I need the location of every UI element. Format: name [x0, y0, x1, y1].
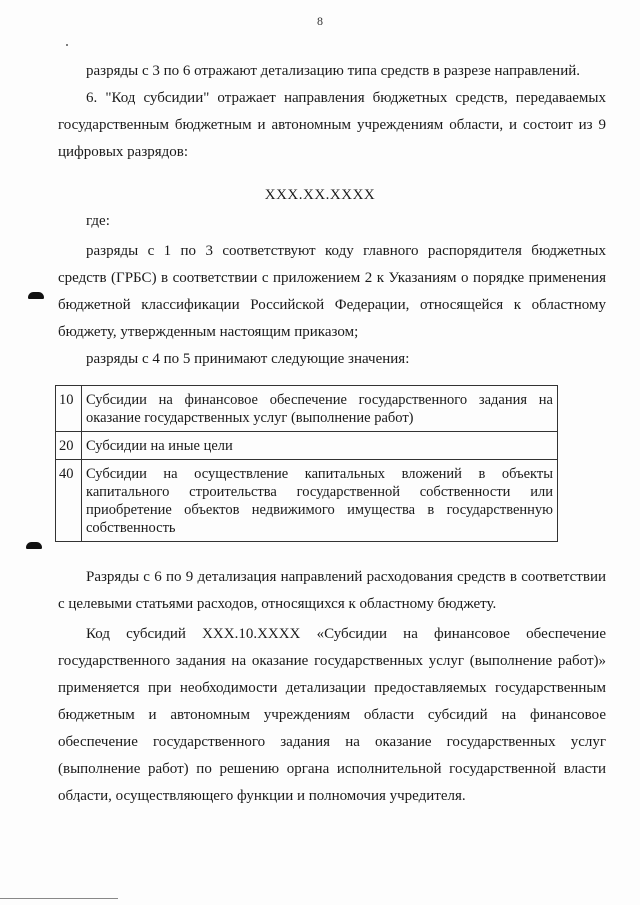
text-block-bottom [58, 564, 606, 810]
punch-hole-mark [28, 292, 44, 299]
page-number: 8 [317, 14, 323, 28]
table-row [56, 386, 558, 432]
table-cell-text: Субсидии на иные цели [82, 432, 558, 460]
paragraph: разряды с 4 по 5 принимают следующие значения: [86, 351, 410, 367]
table-cell-text: Субсидии на финансовое обеспечение государственного задания на оказание государственных услуг (выполнение работ) [82, 386, 558, 432]
table-cell-code: 20 [56, 432, 82, 460]
table-cell-code: 40 [56, 460, 82, 542]
where-label: где: [86, 213, 110, 229]
paragraph: разряды с 1 по 3 соответствуют коду главного распорядителя бюджетных средств (ГРБС) в соответствии с приложением 2 к Указаниям о порядке применения бюджетной классификации Российской Федерации, относящейся к областному бюджету, утвержденным настоящим приказом; [58, 243, 606, 340]
text-block-top [58, 58, 606, 166]
table-cell-text: Субсидии на осуществление капитальных вложений в объекты капитального строительства государственной собственности или приобретение объектов недвижимого имущества в государственную собственность [82, 460, 558, 542]
paragraph: Разряды с 6 по 9 детализация направлений расходования средств в соответствии с целевыми статьями расходов, относящихся к областному бюджету. [58, 569, 606, 612]
paragraph: Код субсидий XXX.10.XXXX «Субсидии на финансовое обеспечение государственного задания на оказание государственных услуг (выполнение работ)» применяется при необходимости детализации предоставляемых государственным бюджетным и автономным учреждениям области субсидий на финансовое обеспечение государственного задания на оказание государственных услуг (выполнение работ) по решению органа исполнительной государственной власти области, осуществляющего функции и полномочия учредителя. [58, 626, 606, 804]
punch-hole-mark [26, 542, 42, 549]
text-block-middle [58, 208, 606, 373]
paragraph: разряды с 3 по 6 отражают детализацию типа средств в разрезе направлений. [86, 63, 581, 79]
scan-speck [66, 44, 68, 46]
table-row [56, 432, 558, 460]
table-cell-code: 10 [56, 386, 82, 432]
code-format: XXX.XX.XXXX [264, 187, 376, 203]
paragraph: 6. "Код субсидии" отражает направления бюджетных средств, передаваемых государственным бюджетным и автономным учреждениям области, и состоит из 9 цифровых разрядов: [58, 90, 606, 160]
values-table [55, 385, 558, 542]
scan-edge-line [0, 898, 118, 899]
table-row [56, 460, 558, 542]
